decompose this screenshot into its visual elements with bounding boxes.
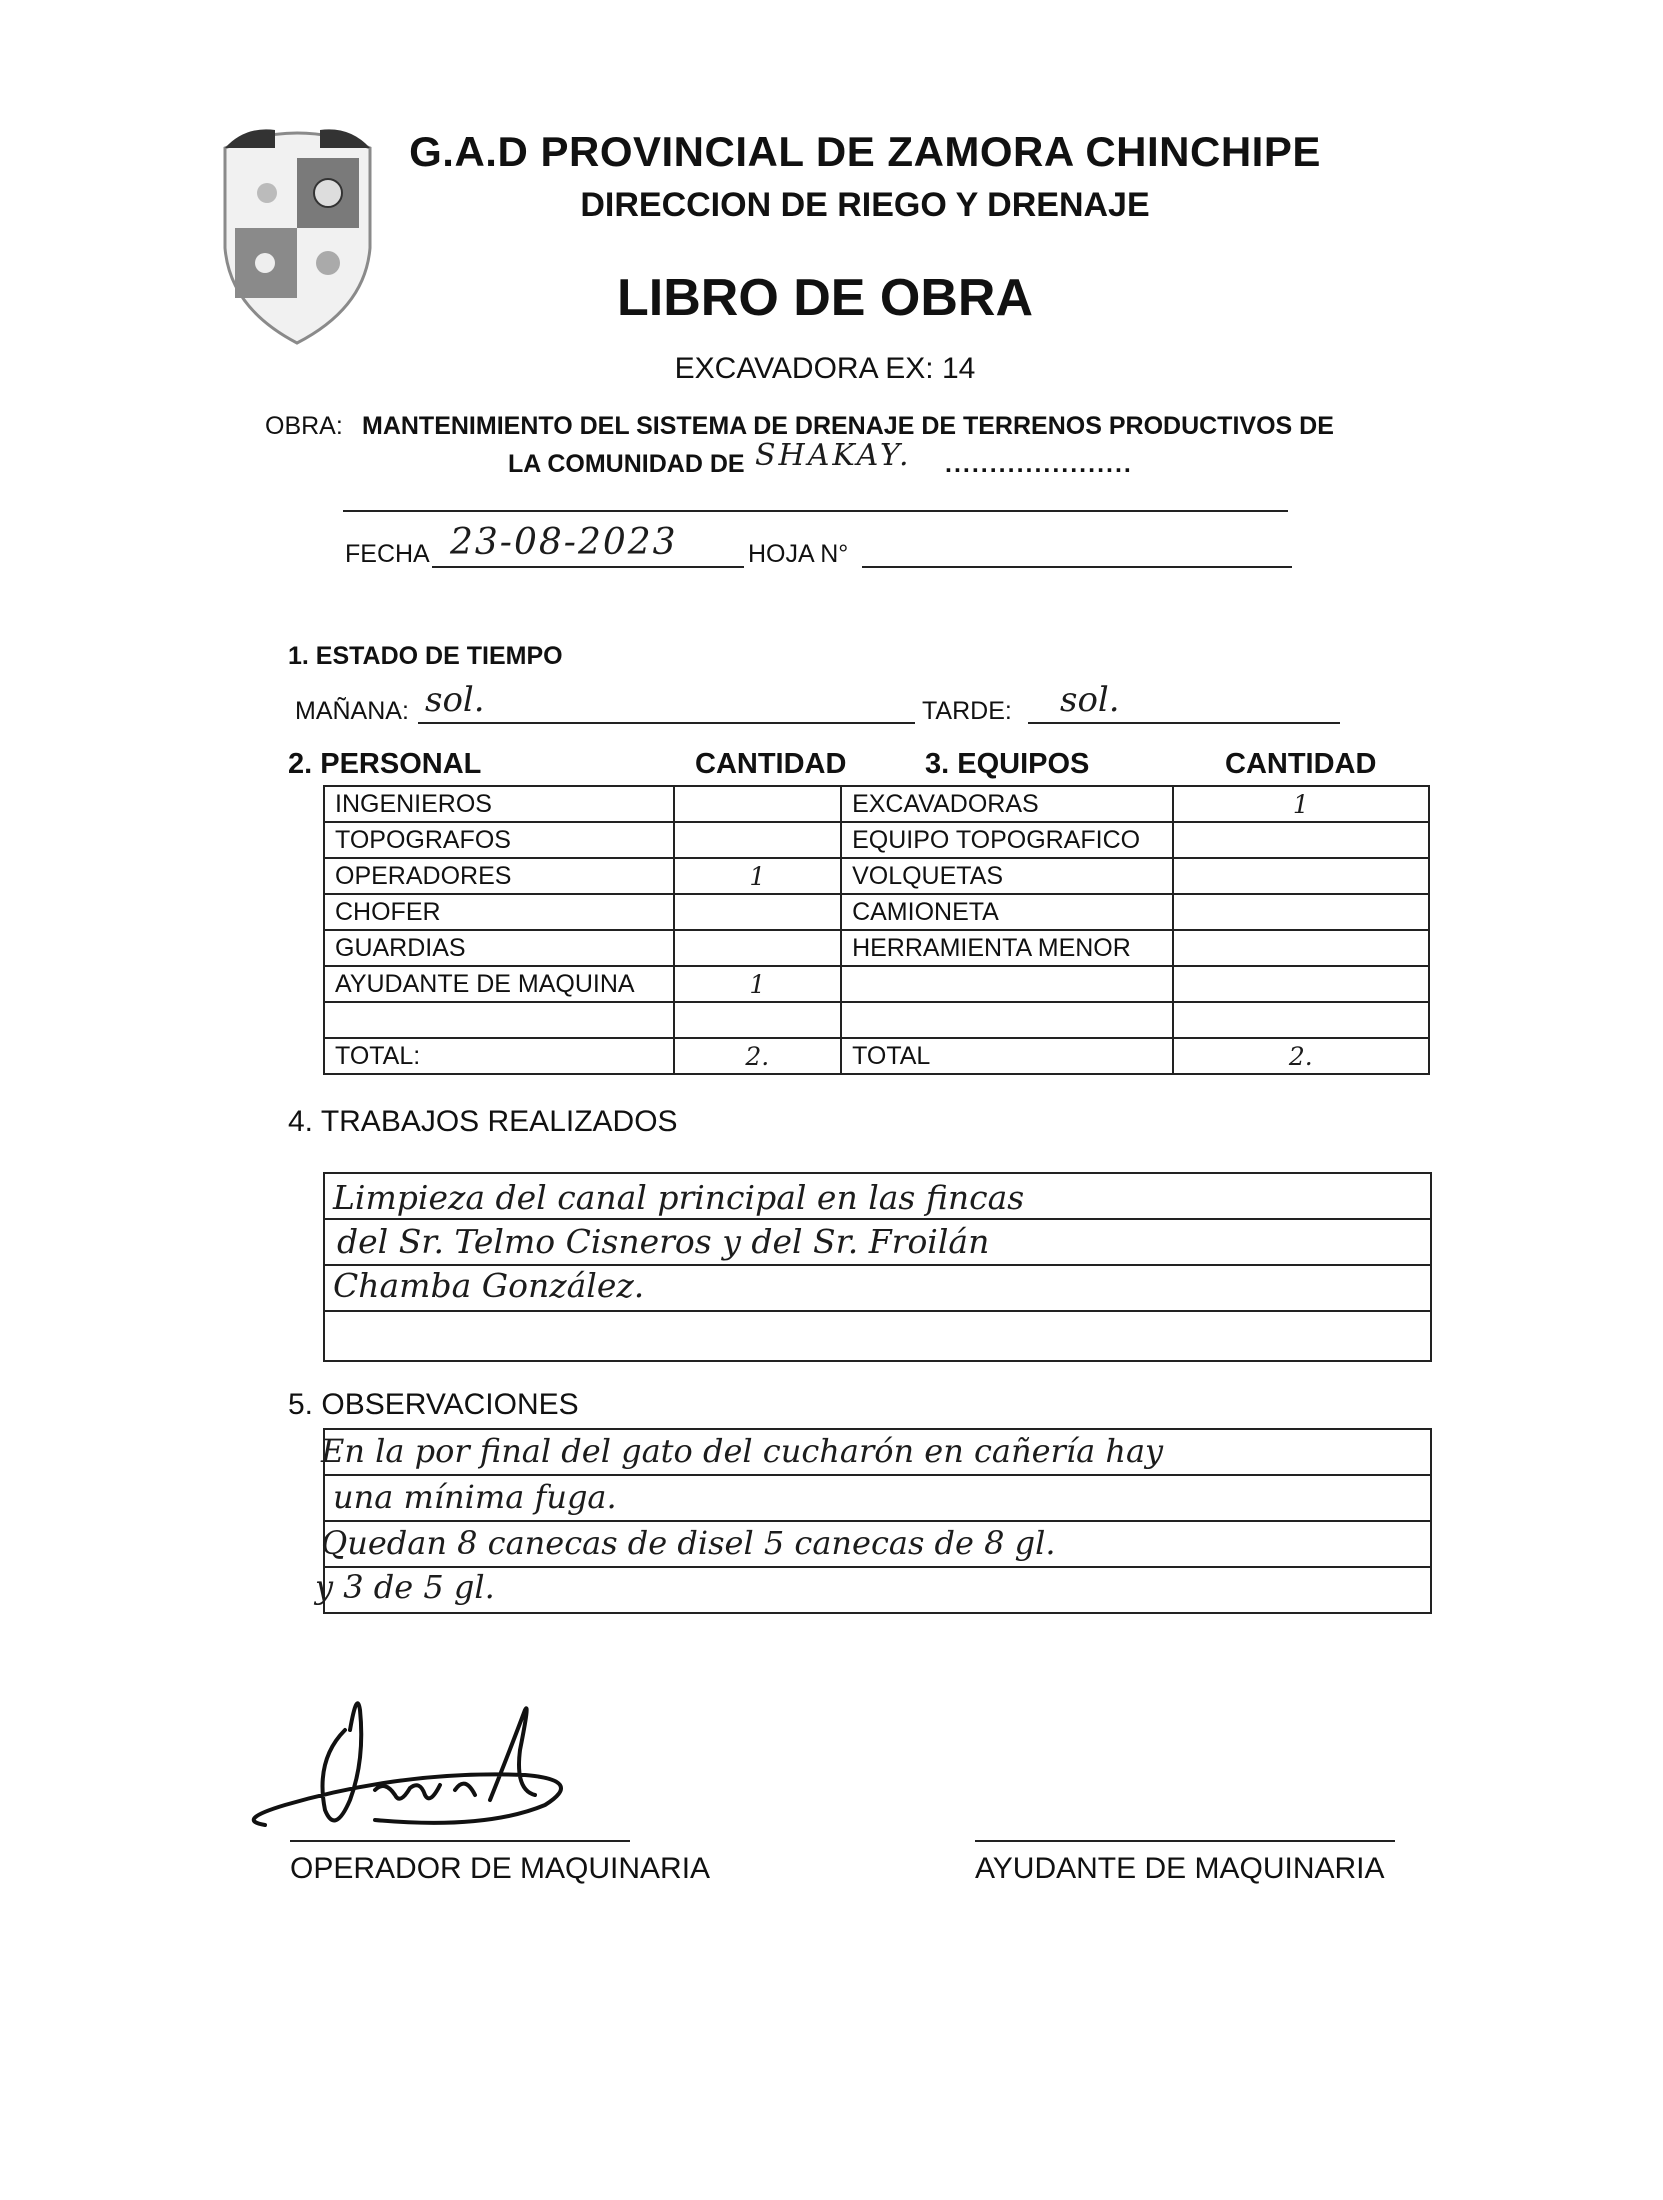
hoja-underline	[862, 566, 1292, 568]
obra-label: OBRA:	[265, 412, 343, 440]
personal-label: CHOFER	[324, 894, 674, 930]
trabajos-line: Limpieza del canal principal en las fincas	[333, 1178, 1025, 1217]
observaciones-box	[315, 1428, 1432, 1614]
equipos-heading: 3. EQUIPOS	[925, 748, 1090, 780]
equipo-qty	[1173, 930, 1429, 966]
equipo-label: VOLQUETAS	[841, 858, 1173, 894]
table-row	[324, 822, 1429, 858]
fecha-underline	[432, 566, 744, 568]
personal-qty-heading: CANTIDAD	[695, 748, 847, 780]
equipo-label	[841, 966, 1173, 1002]
equipo-qty	[1173, 966, 1429, 1002]
tarde-underline	[1028, 722, 1340, 724]
trabajos-line: Chamba González.	[333, 1266, 645, 1305]
personal-qty	[674, 1002, 842, 1038]
hoja-label: HOJA N°	[748, 540, 849, 568]
equipo-qty	[1173, 1002, 1429, 1038]
writing-line	[325, 1218, 1430, 1220]
trabajos-box	[323, 1172, 1432, 1362]
table-total-row	[324, 1038, 1429, 1074]
equipo-label: CAMIONETA	[841, 894, 1173, 930]
equipo-qty: 1	[1173, 786, 1429, 822]
trabajos-heading: 4. TRABAJOS REALIZADOS	[288, 1105, 678, 1138]
tarde-label: TARDE:	[922, 697, 1012, 725]
operator-signature-line	[290, 1840, 630, 1842]
observaciones-heading: 5. OBSERVACIONES	[288, 1388, 579, 1421]
tarde-value: sol.	[1060, 680, 1120, 720]
equipos-total-value: 2.	[1173, 1038, 1429, 1074]
obra-line-2-prefix: LA COMUNIDAD DE	[508, 450, 745, 478]
obra-blank-line	[343, 510, 1288, 512]
equipo-label	[841, 1002, 1173, 1038]
equipo-qty	[1173, 822, 1429, 858]
equipos-total-label: TOTAL	[841, 1038, 1173, 1074]
machine-label: EXCAVADORA EX: 14	[674, 352, 976, 385]
writing-line	[325, 1520, 1430, 1522]
observaciones-line: En la por final del gato del cucharón en cañería hay	[321, 1432, 1164, 1470]
table-row	[324, 894, 1429, 930]
obra-line-1: MANTENIMIENTO DEL SISTEMA DE DRENAJE DE TERRENOS PRODUCTIVOS DE	[362, 412, 1334, 440]
table-row	[324, 1002, 1429, 1038]
manana-label: MAÑANA:	[295, 697, 409, 725]
obra-dots: .....................	[945, 450, 1133, 478]
personal-label: AYUDANTE DE MAQUINA	[324, 966, 674, 1002]
manana-value: sol.	[425, 680, 485, 720]
fecha-label: FECHA	[345, 540, 430, 568]
equipos-qty-heading: CANTIDAD	[1225, 748, 1377, 780]
personal-label: TOPOGRAFOS	[324, 822, 674, 858]
department-subtitle: DIRECCION DE RIEGO Y DRENAJE	[580, 186, 1150, 224]
personal-total-label: TOTAL:	[324, 1038, 674, 1074]
personal-qty	[674, 894, 842, 930]
personal-qty: 1	[674, 966, 842, 1002]
personal-equipos-table	[323, 785, 1430, 1075]
estado-tiempo-heading: 1. ESTADO DE TIEMPO	[288, 642, 563, 670]
operator-signature-icon	[225, 1670, 595, 1855]
personal-qty: 1	[674, 858, 842, 894]
institution-title: G.A.D PROVINCIAL DE ZAMORA CHINCHIPE	[409, 128, 1321, 175]
observaciones-line: y 3 de 5 gl.	[315, 1568, 495, 1606]
personal-qty	[674, 786, 842, 822]
personal-qty	[674, 930, 842, 966]
personal-label: INGENIEROS	[324, 786, 674, 822]
equipo-qty	[1173, 858, 1429, 894]
table-row	[324, 930, 1429, 966]
trabajos-line: del Sr. Telmo Cisneros y del Sr. Froilán	[337, 1222, 990, 1261]
operator-signature-label: OPERADOR DE MAQUINARIA	[290, 1852, 711, 1885]
observaciones-line: una mínima fuga.	[333, 1478, 617, 1516]
table-row	[324, 786, 1429, 822]
fecha-value: 23-08-2023	[450, 522, 678, 563]
personal-total-value: 2.	[674, 1038, 842, 1074]
equipo-label: EQUIPO TOPOGRAFICO	[841, 822, 1173, 858]
comunidad-value: SHAKAY.	[755, 438, 912, 473]
table-row	[324, 858, 1429, 894]
writing-line	[325, 1474, 1430, 1476]
manana-underline	[418, 722, 915, 724]
helper-signature-line	[975, 1840, 1395, 1842]
equipo-qty	[1173, 894, 1429, 930]
writing-line	[325, 1310, 1430, 1312]
personal-qty	[674, 822, 842, 858]
observaciones-line: Quedan 8 canecas de disel 5 canecas de 8 gl.	[321, 1524, 1056, 1562]
helper-signature-label: AYUDANTE DE MAQUINARIA	[975, 1852, 1385, 1885]
equipo-label: HERRAMIENTA MENOR	[841, 930, 1173, 966]
personal-label: GUARDIAS	[324, 930, 674, 966]
equipo-label: EXCAVADORAS	[841, 786, 1173, 822]
table-row	[324, 966, 1429, 1002]
personal-heading: 2. PERSONAL	[288, 748, 482, 780]
book-title: LIBRO DE OBRA	[617, 269, 1033, 327]
personal-label	[324, 1002, 674, 1038]
personal-label: OPERADORES	[324, 858, 674, 894]
